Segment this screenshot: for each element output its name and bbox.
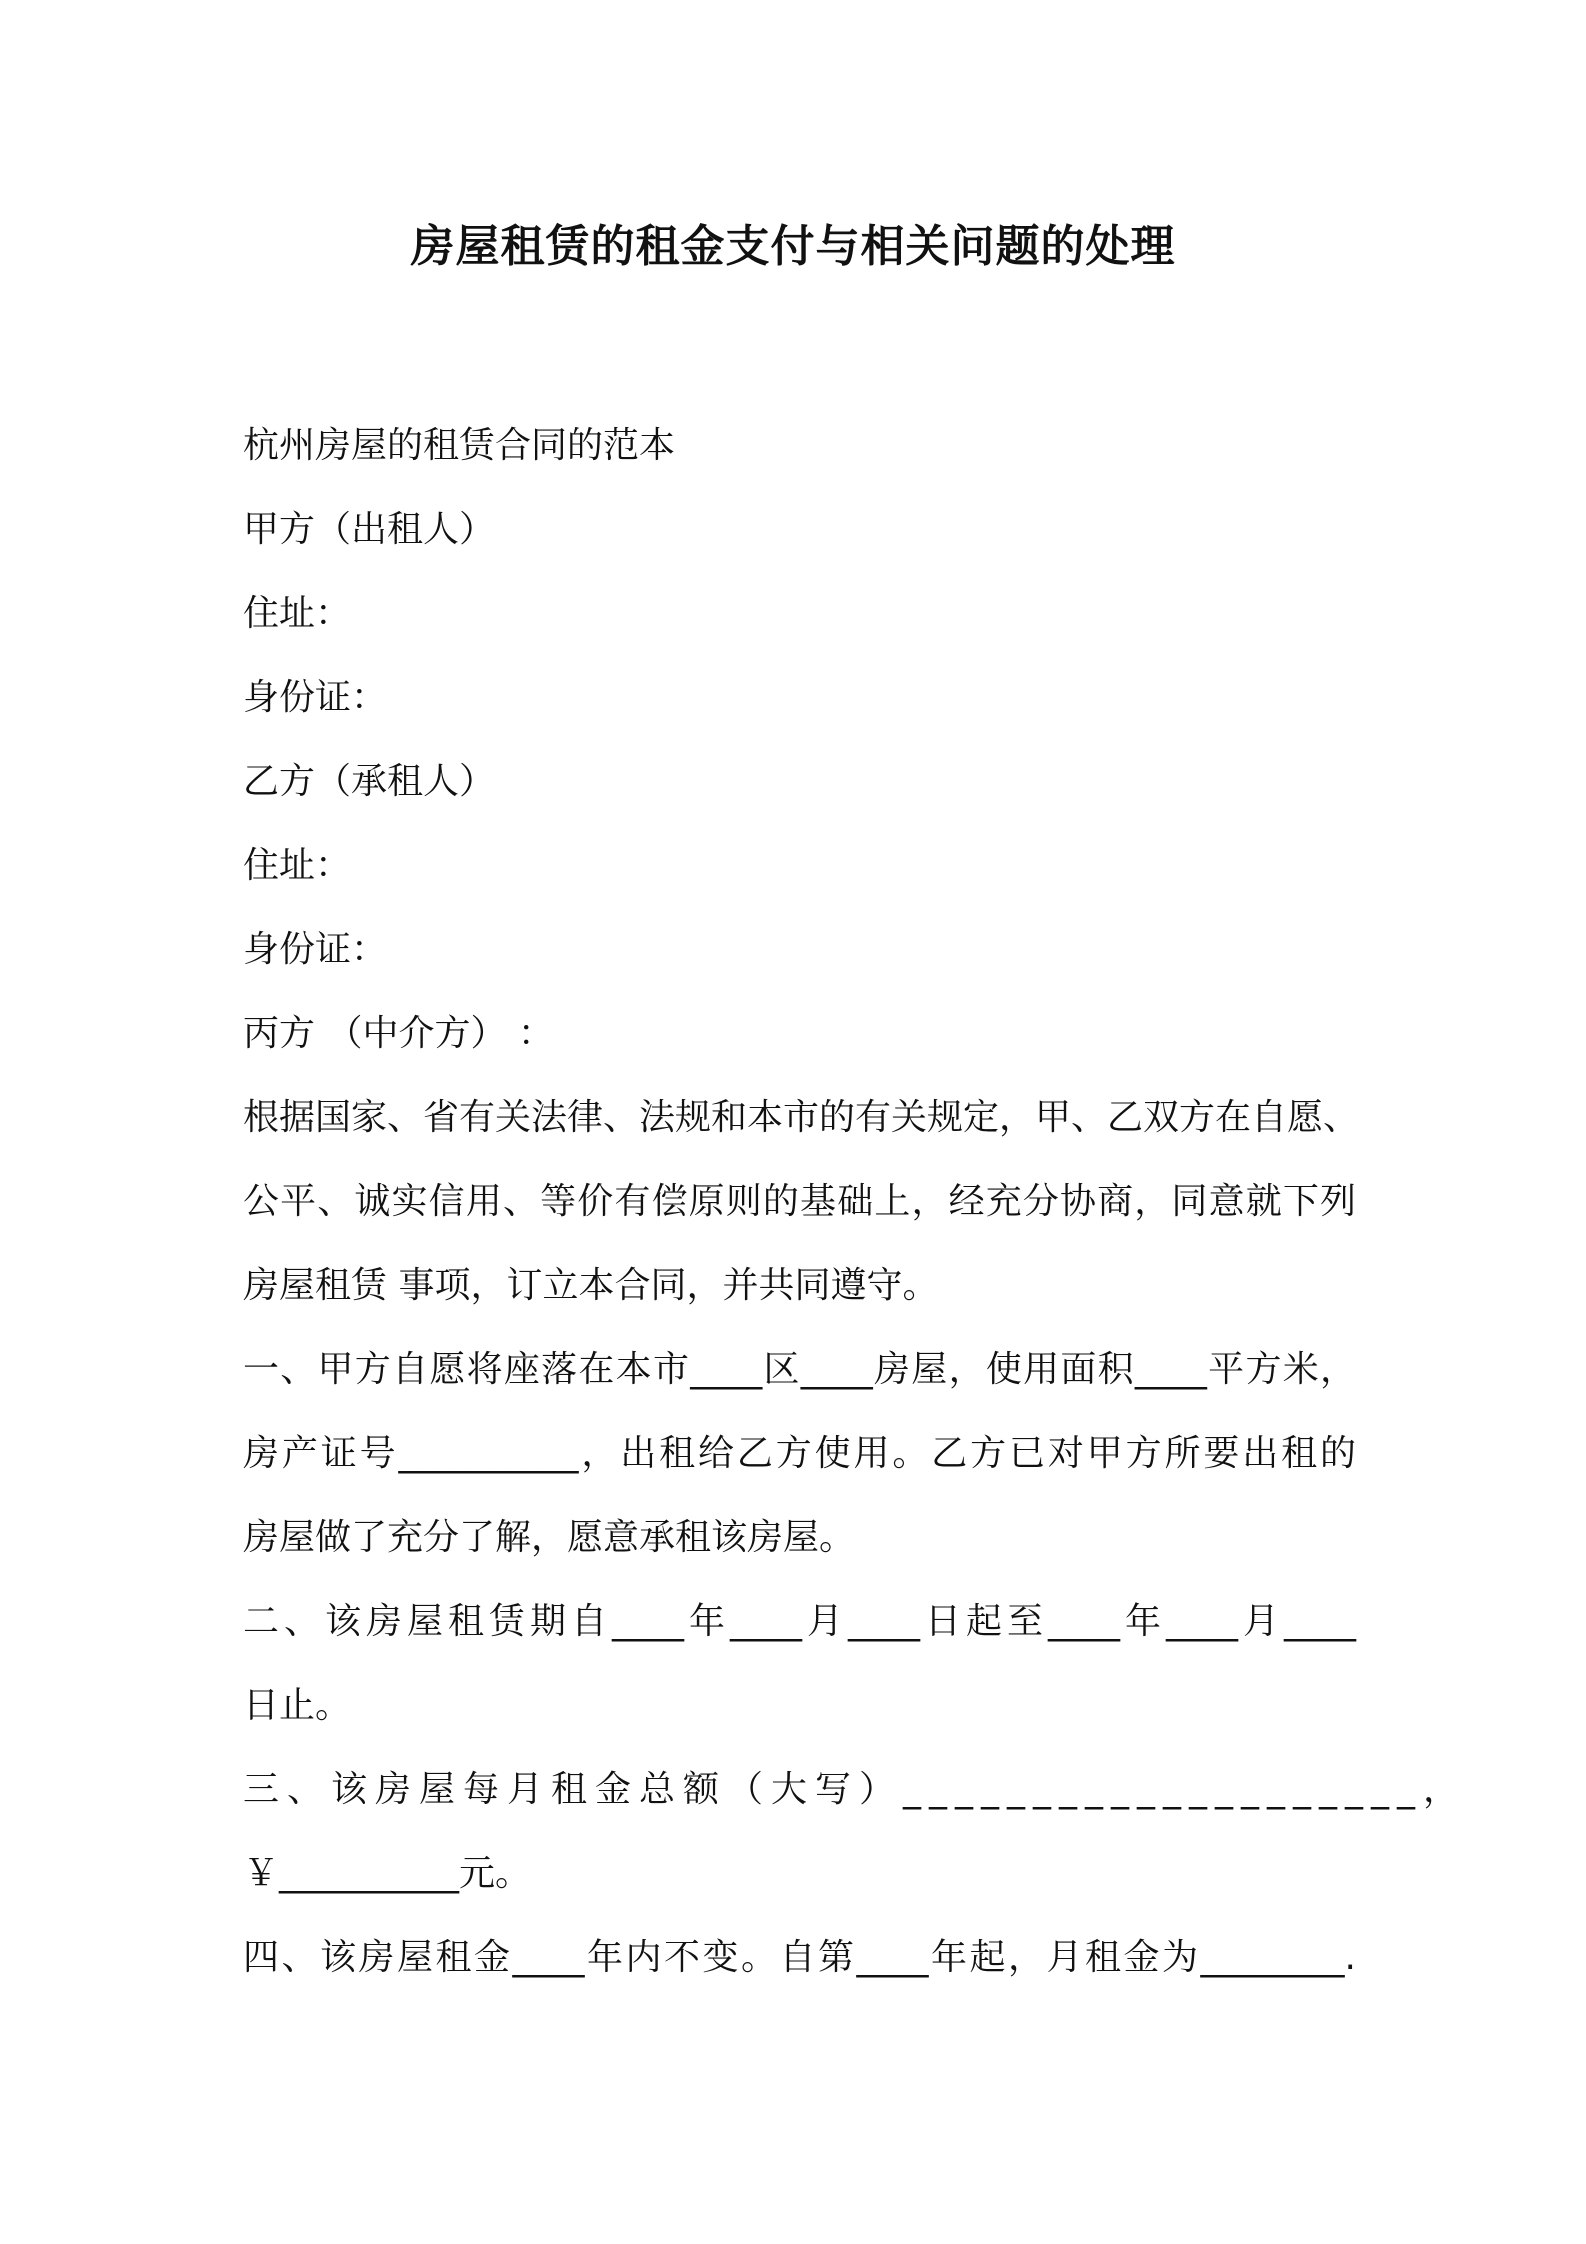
clause-3-line-1: 三、该房屋每月租金总额（大写）____________________， (243, 1769, 1468, 1810)
clause-1-line-3: 房屋做了充分了解，愿意承租该房屋。 (243, 1517, 856, 1558)
contract-heading: 杭州房屋的租赁合同的范本 (243, 425, 676, 466)
document-title: 房屋租赁的租金支付与相关问题的处理 (410, 221, 1176, 272)
clause-2-line-2: 日止。 (243, 1685, 352, 1726)
clause-2-line-1: 二、该房屋租赁期自____年____月____日起至____年____月____ (243, 1601, 1356, 1642)
party-c-label: 丙方 （中介方） ： (243, 1013, 554, 1054)
clause-4-line-1: 四、该房屋租金____年内不变。自第____年起，月租金为________. (243, 1937, 1356, 1978)
party-a-label: 甲方（出租人） (243, 509, 496, 550)
clause-3-line-2: ￥__________元。 (243, 1853, 532, 1894)
clause-1-line-2: 房产证号__________，出租给乙方使用。乙方已对甲方所要出租的 (243, 1433, 1356, 1474)
document-body (243, 404, 1468, 2000)
preamble-line-3: 房屋租赁 事项，订立本合同，并共同遵守。 (243, 1265, 939, 1306)
preamble-line-1: 根据国家、省有关法律、法规和本市的有关规定，甲、乙双方在自愿、 (243, 1097, 1360, 1138)
party-a-id: 身份证： (243, 677, 388, 718)
clause-1-line-1: 一、甲方自愿将座落在本市____区____房屋，使用面积____平方米， (243, 1349, 1356, 1390)
party-b-label: 乙方（承租人） (243, 761, 496, 802)
preamble-line-2: 公平、诚实信用、等价有偿原则的基础上，经充分协商，同意就下列 (243, 1181, 1356, 1222)
party-a-address: 住址： (243, 593, 352, 634)
party-b-id: 身份证： (243, 929, 388, 970)
party-b-address: 住址： (243, 845, 352, 886)
